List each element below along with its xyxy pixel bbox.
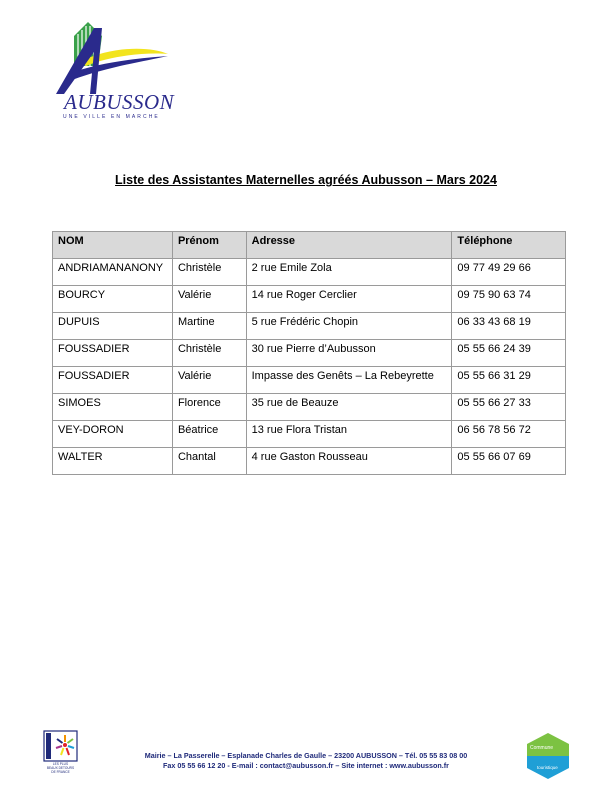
header-prenom: Prénom <box>172 232 246 259</box>
badge-right-top-text: Commune <box>530 745 554 751</box>
table-row <box>53 340 566 367</box>
cell-adresse: 30 rue Pierre d’Aubusson <box>246 340 452 367</box>
cell-adresse: Impasse des Genêts – La Rebeyrette <box>246 367 452 394</box>
cell-prenom: Christèle <box>172 340 246 367</box>
cell-nom: SIMOES <box>53 394 173 421</box>
cell-adresse: 2 rue Emile Zola <box>246 259 452 286</box>
cell-nom: WALTER <box>53 448 173 475</box>
cell-prenom: Valérie <box>172 286 246 313</box>
cell-prenom: Chantal <box>172 448 246 475</box>
page-title: Liste des Assistantes Maternelles agréés Aubusson – Mars 2024 <box>115 173 497 187</box>
cell-adresse: 14 rue Roger Cerclier <box>246 286 452 313</box>
cell-prenom: Béatrice <box>172 421 246 448</box>
header-telephone: Téléphone <box>452 232 566 259</box>
aubusson-logo-icon <box>50 18 180 98</box>
cell-prenom: Florence <box>172 394 246 421</box>
table-row <box>53 367 566 394</box>
badge-left-text: LES PLUS BEAUX DETOURS DE FRANCE <box>46 762 75 774</box>
footer-line-1: Mairie – La Passerelle – Esplanade Charles de Gaulle – 23200 AUBUSSON – Tél. 05 55 83 08 00 <box>144 751 468 760</box>
cell-telephone: 06 33 43 68 19 <box>452 313 566 340</box>
cell-telephone: 05 55 66 07 69 <box>452 448 566 475</box>
table-row <box>53 286 566 313</box>
cell-telephone: 09 77 49 29 66 <box>452 259 566 286</box>
cell-nom: VEY-DORON <box>53 421 173 448</box>
cell-telephone: 05 55 66 27 33 <box>452 394 566 421</box>
header-nom: NOM <box>53 232 173 259</box>
cell-telephone: 05 55 66 31 29 <box>452 367 566 394</box>
cell-telephone: 09 75 90 63 74 <box>452 286 566 313</box>
cell-adresse: 35 rue de Beauze <box>246 394 452 421</box>
table-row <box>53 313 566 340</box>
cell-nom: BOURCY <box>53 286 173 313</box>
logo-name: AUBUSSON <box>64 90 175 114</box>
footer-line-2: Fax 05 55 66 12 20 - E-mail : contact@aubusson.fr – Site internet : www.aubusson.fr <box>163 761 449 770</box>
assistantes-table <box>52 231 566 475</box>
cell-nom: DUPUIS <box>53 313 173 340</box>
cell-telephone: 06 56 78 56 72 <box>452 421 566 448</box>
cell-telephone: 05 55 66 24 39 <box>452 340 566 367</box>
cell-prenom: Valérie <box>172 367 246 394</box>
header-adresse: Adresse <box>246 232 452 259</box>
table-row <box>53 421 566 448</box>
aubusson-logo <box>50 18 180 128</box>
table-row <box>53 394 566 421</box>
cell-nom: FOUSSADIER <box>53 367 173 394</box>
cell-adresse: 13 rue Flora Tristan <box>246 421 452 448</box>
cell-prenom: Martine <box>172 313 246 340</box>
cell-nom: FOUSSADIER <box>53 340 173 367</box>
table-row <box>53 448 566 475</box>
cell-nom: ANDRIAMANANONY <box>53 259 173 286</box>
commune-touristique-icon <box>525 732 571 780</box>
logo-tagline: UNE VILLE EN MARCHE <box>63 114 160 120</box>
table-row <box>53 259 566 286</box>
commune-touristique-badge <box>525 732 571 780</box>
cell-adresse: 4 rue Gaston Rousseau <box>246 448 452 475</box>
cell-prenom: Christèle <box>172 259 246 286</box>
footer-address <box>0 751 612 771</box>
cell-adresse: 5 rue Frédéric Chopin <box>246 313 452 340</box>
table-header-row <box>53 232 566 259</box>
badge-right-bottom-text: touristique <box>537 765 558 770</box>
